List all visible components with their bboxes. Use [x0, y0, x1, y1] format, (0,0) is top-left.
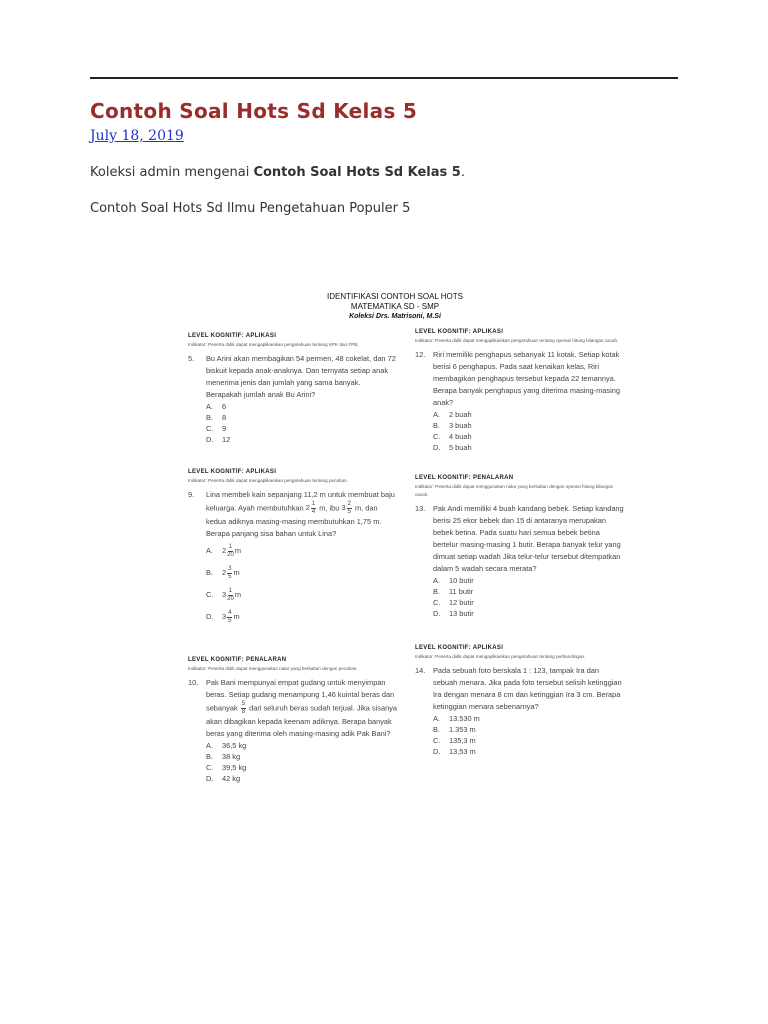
answer-option	[188, 540, 398, 562]
option-letter: B.	[433, 725, 440, 734]
answer-option	[415, 713, 625, 724]
fraction-whole: 3	[222, 590, 227, 599]
answer-option	[188, 412, 398, 423]
option-letter: C.	[433, 598, 441, 607]
option-text: 2 buah	[449, 410, 472, 419]
question	[188, 677, 398, 740]
question-text: Pak Andi memiliki 4 buah kandang bebek. Setiap kandang berisi 25 ekor bebek dan 15 di antaranya merupakan bebek betina. Pada suatu hari semua bebek betina bertelur masing-masing 1 butir. Berapa banyak telur yang dimuat setiap wadah Jika telur-telur tersebut ditempatkan dalam 5 wadah secara merata?	[433, 504, 624, 573]
option-letter: B.	[206, 568, 213, 577]
fraction-numerator: 1	[311, 501, 316, 507]
cognitive-level: LEVEL KOGNITIF: APLIKASI	[415, 645, 504, 651]
option-letter: D.	[206, 612, 214, 621]
answer-option	[188, 740, 398, 751]
answer-option	[415, 735, 625, 746]
answer-option	[188, 434, 398, 445]
answer-option	[415, 431, 625, 442]
option-text: 12 butir	[449, 598, 474, 607]
fraction-denominator: 20	[227, 595, 234, 602]
question-number: 13.	[415, 504, 426, 513]
option-letter: D.	[206, 774, 214, 783]
question-text: Pada sebuah foto berskala 1 : 123, tampak Ira dan sebuah menara. Jika pada foto tersebut selisih ketinggian Ira dengan menara 8 cm dan ketinggian Ira 3 cm. Berapa ketinggian menara sebenarnya?	[433, 666, 622, 711]
question-block	[188, 468, 398, 628]
fraction-denominator: 5	[228, 617, 232, 624]
question	[415, 665, 625, 713]
option-text: 42 kg	[222, 774, 241, 783]
answer-option	[415, 608, 625, 619]
fraction-denominator: 5	[228, 573, 232, 580]
question-number: 12.	[415, 350, 426, 359]
fraction	[227, 544, 234, 559]
fraction	[347, 501, 352, 516]
option-text: 9	[222, 424, 227, 433]
fraction-denominator: 8	[241, 709, 246, 715]
answer-option	[415, 575, 625, 586]
question-block	[188, 656, 398, 784]
fraction-numerator: 4	[228, 609, 232, 616]
question-text-part: Lina membeli kain sepanjang 11,2 m untuk membuat baju keluarga. Ayah membutuhkan	[206, 490, 395, 513]
mixed-fraction	[240, 701, 247, 715]
question-block	[415, 644, 625, 757]
option-letter: C.	[206, 763, 214, 772]
intro-paragraph	[90, 165, 465, 180]
question-text-part: m, ibu	[319, 503, 340, 513]
mixed-fraction	[222, 606, 233, 628]
option-unit: m	[234, 546, 241, 555]
option-text: 1.353 m	[449, 725, 476, 734]
option-text: 11 butir	[449, 587, 474, 596]
fraction-denominator: 20	[227, 551, 234, 558]
answer-option	[415, 597, 625, 608]
answer-option	[188, 751, 398, 762]
mixed-fraction	[222, 584, 235, 606]
fraction-numerator: 5	[241, 701, 246, 707]
indicator-text: Indikator: Peserta didik dapat mengaplikasikan pengetahuan tentang operasi hitung bilangan cacah.	[415, 338, 619, 343]
question-text: Bu Arini akan membagikan 54 permen, 48 cokelat, dan 72 biskuit kepada anak-anaknya. Dan ternyata setiap anak menerima jenis dan jumlah yang sama banyak. Berapakah jumlah anak Bu Arini?	[206, 354, 396, 399]
fraction	[227, 610, 232, 625]
option-text: 4 buah	[449, 432, 472, 441]
option-letter: C.	[206, 590, 214, 599]
option-letter: C.	[206, 424, 214, 433]
question-text-part: dari seluruh beras sudah terjual. Jika sisanya akan dibagikan kepada keenam adiknya. Berapa banyak beras yang diterima oleh masing-masing adik Pak Bani?	[206, 703, 398, 738]
option-text: 10 butir	[449, 576, 474, 585]
mixed-fraction	[222, 540, 235, 562]
answer-option	[415, 409, 625, 420]
option-letter: A.	[433, 714, 440, 723]
cognitive-level: LEVEL KOGNITIF: APLIKASI	[188, 469, 277, 475]
option-text: 3 buah	[449, 421, 472, 430]
post-subtitle: Contoh Soal Hots Sd Ilmu Pengetahuan Populer 5	[90, 201, 411, 216]
option-text: 6	[222, 402, 227, 411]
question	[415, 349, 625, 409]
indicator-text: Indikator: Peserta didik dapat menggunakan nalar yang berkaitan dengan pecahan.	[188, 666, 358, 671]
option-letter: C.	[433, 432, 441, 441]
fraction-numerator: 2	[347, 501, 351, 507]
question-number: 9.	[188, 490, 195, 499]
option-letter: B.	[206, 752, 213, 761]
indicator-text: Indikator: Peserta didik dapat mengaplikasikan pengetahuan tentang KPK dan FPB.	[188, 342, 359, 347]
option-text: 13,53 m	[449, 747, 476, 756]
cognitive-level: LEVEL KOGNITIF: PENALARAN	[415, 475, 514, 481]
answer-option	[415, 586, 625, 597]
worksheet-title: IDENTIFIKASI CONTOH SOAL HOTS	[326, 292, 464, 301]
mixed-fraction	[222, 562, 233, 584]
fraction-denominator: 4	[311, 509, 316, 515]
intro-suffix: .	[460, 165, 465, 180]
question-text: Riri memiliki penghapus sebanyak 11 kotak. Setiap kotak berisi 6 penghapus. Pada saat kenaikan kelas, Riri membagikan penghapus tersebut kepada 22 temannya. Berapa banyak penghapus yang diterima masing-masing anak?	[433, 350, 620, 407]
option-letter: D.	[433, 747, 441, 756]
option-letter: B.	[206, 413, 213, 422]
question-number: 14.	[415, 666, 426, 675]
worksheet-heading	[180, 292, 610, 322]
fraction-whole: 2	[305, 503, 310, 513]
option-text: 12	[222, 435, 231, 444]
fraction	[227, 566, 232, 581]
answer-option	[188, 762, 398, 773]
option-letter: D.	[206, 435, 214, 444]
question-text	[206, 489, 398, 540]
fraction	[241, 701, 246, 716]
post-date-link[interactable]: July 18, 2019	[90, 128, 184, 144]
option-letter: C.	[433, 736, 441, 745]
option-letter: B.	[433, 587, 440, 596]
indicator-text: Indikator: Peserta didik dapat menggunakan nalar yang berkaitan dengan operasi hitung bilangan cacah.	[415, 484, 614, 497]
question	[188, 353, 398, 401]
option-letter: A.	[433, 410, 440, 419]
question-block	[415, 328, 625, 453]
answer-option	[415, 746, 625, 757]
question-block	[188, 332, 398, 445]
cognitive-level: LEVEL KOGNITIF: PENALARAN	[188, 657, 287, 663]
answer-option	[415, 420, 625, 431]
question-text	[206, 677, 398, 740]
question-text-part: m, dan kedua adiknya masing-masing membutuhkan 1,75 m. Berapa panjang sisa bahan untuk Lina?	[206, 503, 382, 538]
fraction-whole: 2	[222, 546, 227, 555]
option-letter: A.	[206, 402, 213, 411]
option-text: 13 butir	[449, 609, 474, 618]
intro-text: Koleksi admin mengenai	[90, 165, 254, 180]
post-title: Contoh Soal Hots Sd Kelas 5	[90, 99, 418, 123]
option-text: 5 buah	[449, 443, 472, 452]
indicator-text: Indikator: Peserta didik dapat mengaplikasikan pengetahuan tentang perbandingan.	[415, 654, 586, 659]
question-number: 5.	[188, 354, 195, 363]
fraction	[227, 588, 234, 603]
option-text: 38 kg	[222, 752, 241, 761]
option-text: 13.530 m	[449, 714, 480, 723]
question	[188, 489, 398, 540]
answer-option	[188, 423, 398, 434]
question-block	[415, 474, 625, 619]
question-number: 10.	[188, 678, 199, 687]
answer-option	[188, 562, 398, 584]
answer-option	[188, 401, 398, 412]
answer-option	[188, 773, 398, 784]
indicator-text: Indikator: Peserta didik dapat mengaplikasikan pengetahuan tentang pecahan.	[188, 478, 348, 483]
option-text: 36,5 kg	[222, 741, 247, 750]
option-unit: m	[233, 612, 240, 621]
option-letter: D.	[433, 443, 441, 452]
question	[415, 503, 625, 575]
option-letter: B.	[433, 421, 440, 430]
fraction-numerator: 3	[228, 565, 232, 572]
header-divider	[90, 77, 678, 79]
intro-bold: Contoh Soal Hots Sd Kelas 5	[253, 165, 461, 180]
option-text: 8	[222, 413, 227, 422]
option-letter: A.	[433, 576, 440, 585]
answer-option	[188, 584, 398, 606]
fraction-whole: 2	[222, 568, 227, 577]
fraction-whole: 3	[341, 503, 346, 513]
answer-option	[415, 442, 625, 453]
fraction	[311, 501, 316, 516]
cognitive-level: LEVEL KOGNITIF: APLIKASI	[415, 329, 504, 335]
question-text-part: Pak Bani mempunyai empat gudang untuk menyimpan beras. Setiap gudang menampung 1,46 kuintal beras dan sebanyak	[206, 678, 395, 713]
option-letter: A.	[206, 741, 213, 750]
fraction-numerator: 1	[228, 543, 233, 550]
option-letter: D.	[433, 609, 441, 618]
worksheet-image	[180, 288, 624, 828]
option-unit: m	[233, 568, 240, 577]
fraction-numerator: 1	[228, 587, 233, 594]
option-text: 135,3 m	[449, 736, 476, 745]
answer-option	[188, 606, 398, 628]
option-text: 39,5 kg	[222, 763, 247, 772]
mixed-fraction	[305, 501, 317, 515]
answer-option	[415, 724, 625, 735]
option-unit: m	[234, 590, 241, 599]
worksheet-author: Koleksi Drs. Matrisoni, M.Si	[349, 313, 441, 320]
fraction-denominator: 5	[347, 509, 351, 515]
worksheet-subject: MATEMATIKA SD - SMP	[350, 302, 440, 311]
option-letter: A.	[206, 546, 213, 555]
cognitive-level: LEVEL KOGNITIF: APLIKASI	[188, 333, 277, 339]
fraction-whole: 3	[222, 612, 227, 621]
mixed-fraction	[341, 501, 352, 515]
